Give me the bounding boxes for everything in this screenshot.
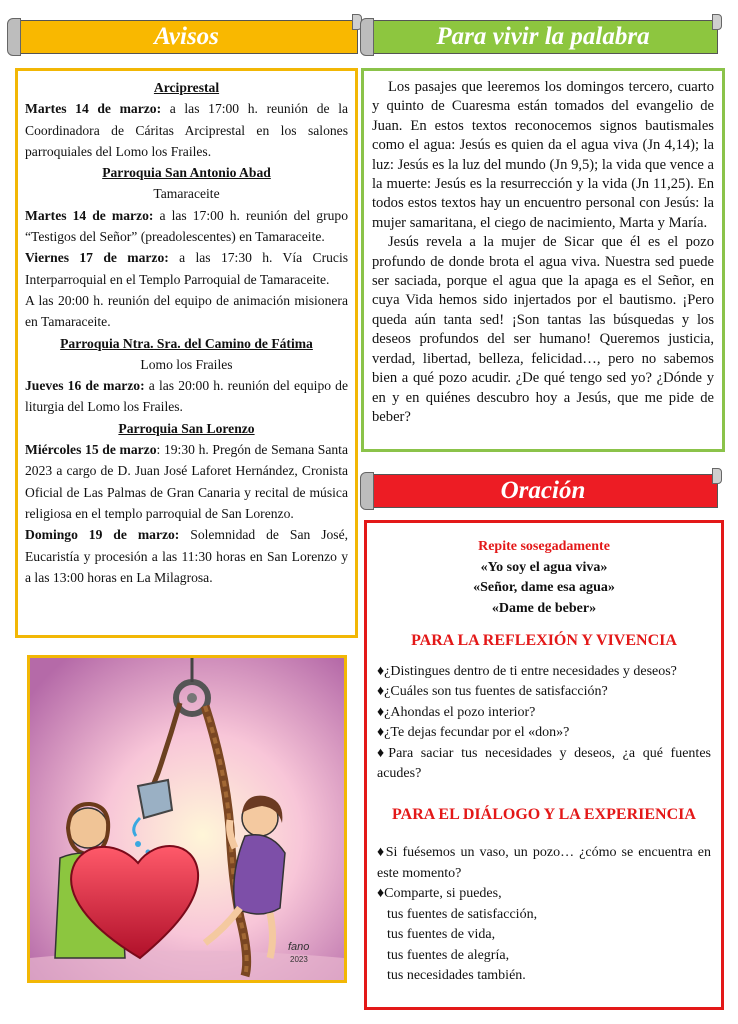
artist-signature: fano <box>288 941 310 953</box>
avisos-title: Avisos <box>154 23 219 50</box>
notice: Martes 14 de marzo: a las 17:00 h. reunión de la Coordinadora de Cáritas Arciprestal en los salones parroquiales del Lomo los Frailes. <box>25 101 348 159</box>
notice: Miércoles 15 de marzo: 19:30 h. Pregón de Semana Santa 2023 a cargo de D. Juan José Laforet Hernández, Cronista Oficial de Las Palmas de Gran Canaria y recital de música religiosa en el templo parroquial de San Lorenzo. <box>25 442 348 521</box>
palabra-paragraph: Jesús revela a la mujer de Sicar que él es el pozo profundo de donde brota el agua viva. Nuestra sed puede ser saciada, porque el agua que la apaga es el Señor, en cuya Vida hemos sido injertados por el bautismo. ¡Pero queda aún tanta sed! ¡Son tantas las búsquedas y los deseos profundos del ser humano! Queremos justicia, verdad, libertad, belleza, felicidad…, pero no sabemos bien a qué pozo acudir. ¿De qué tengo sed yo? ¿Dónde y en y en quiénes descubro hoy a Jesús, que me pide de beber? <box>372 234 714 425</box>
repite-heading: Repite sosegadamente <box>478 539 610 554</box>
notice: Jueves 16 de marzo: a las 20:00 h. reunión del equipo de liturgia del Lomo los Frailes. <box>25 378 349 415</box>
palabra-box <box>361 68 725 452</box>
palabra-paragraph: Los pasajes que leeremos los domingos tercero, cuarto y quinto de Cuaresma están tomados del evangelio de Juan. En estos textos reconocemos signos bautismales como el agua: Jesús es quien da el agua viva (Jn 4,14); la luz: Jesús es la luz del mundo (Jn 9,5); la vida que vence a la muerte: Jesús es la resurrección y la vida (Jn 11,25). En todos estos textos hay un encuentro personal con Jesús: la mujer samaritana, el ciego de nacimiento, Marta y María. <box>372 79 714 231</box>
oracion-title: Oración <box>500 477 586 504</box>
notice: Viernes 17 de marzo: a las 17:30 h. Vía Crucis Interparroquial en el Templo Parroquial de Tamaraceite. <box>25 250 349 287</box>
diamond-icon: ♦ <box>377 745 389 761</box>
diamond-icon: ♦ <box>377 684 385 699</box>
palabra-title: Para vivir la palabra <box>436 23 650 50</box>
notice: Martes 14 de marzo: a las 17:00 h. reunión del grupo “Testigos del Señor” (preadolescentes) en Tamaraceite. <box>25 207 348 245</box>
well-scene-illustration <box>30 658 344 980</box>
section-heading: Parroquia San Lorenzo <box>118 420 255 436</box>
dialogo-item: ♦Si fuésemos un vaso, un pozo… ¿cómo se encuentra en este momento? <box>377 845 711 881</box>
dialogo-item: ♦Comparte, si puedes, <box>377 886 502 901</box>
reflexion-item: ♦¿Cuáles son tus fuentes de satisfacción? <box>377 684 608 699</box>
reflexion-item: ♦Para saciar tus necesidades y deseos, ¿a qué fuentes acudes? <box>377 745 711 781</box>
reflexion-item: ♦¿Te dejas fecundar por el «don»? <box>377 725 570 740</box>
artist-year: 2023 <box>290 955 308 964</box>
diamond-icon: ♦ <box>377 663 385 679</box>
prayer-phrase: «Señor, dame esa agua» <box>473 580 615 595</box>
diamond-icon: ♦ <box>377 845 386 860</box>
oracion-banner <box>368 468 718 508</box>
diamond-icon: ♦ <box>377 886 385 901</box>
section-heading: Parroquia San Antonio Abad <box>102 165 271 181</box>
avisos-box <box>15 68 358 638</box>
dialogo-title: PARA EL DIÁLOGO Y LA EXPERIENCIA <box>392 805 696 823</box>
illustration <box>27 655 347 983</box>
section-heading: Arciprestal <box>153 80 220 95</box>
section-subtitle: Lomo los Frailes <box>140 356 233 372</box>
oracion-box <box>364 520 724 1010</box>
prayer-phrase: «Yo soy el agua viva» <box>480 559 608 575</box>
dialogo-line: tus fuentes de satisfacción, <box>387 906 538 922</box>
dialogo-line: tus fuentes de vida, <box>387 927 496 942</box>
dialogo-line: tus necesidades también. <box>387 968 526 983</box>
reflexion-item: ♦¿Ahondas el pozo interior? <box>377 704 536 720</box>
prayer-phrase: «Dame de beber» <box>491 600 597 616</box>
notice: A las 20:00 h. reunión del equipo de animación misionera en Tamaraceite. <box>25 292 348 330</box>
reflexion-item: ♦¿Distingues dentro de ti entre necesidades y deseos? <box>377 663 677 679</box>
reflexion-title: PARA LA REFLEXIÓN Y VIVENCIA <box>411 632 677 649</box>
diamond-icon: ♦ <box>377 725 385 740</box>
avisos-banner <box>15 14 358 54</box>
section-subtitle: Tamaraceite <box>153 186 220 202</box>
notice: Domingo 19 de marzo: Solemnidad de San José, Eucaristía y procesión a las 11:30 horas en San Lorenzo y a las 13:00 horas en La Milagrosa. <box>25 527 348 585</box>
diamond-icon: ♦ <box>377 704 385 720</box>
section-heading: Parroquia Ntra. Sra. del Camino de Fátima <box>60 335 313 351</box>
dialogo-line: tus fuentes de alegría, <box>387 947 510 963</box>
palabra-banner <box>368 14 718 54</box>
